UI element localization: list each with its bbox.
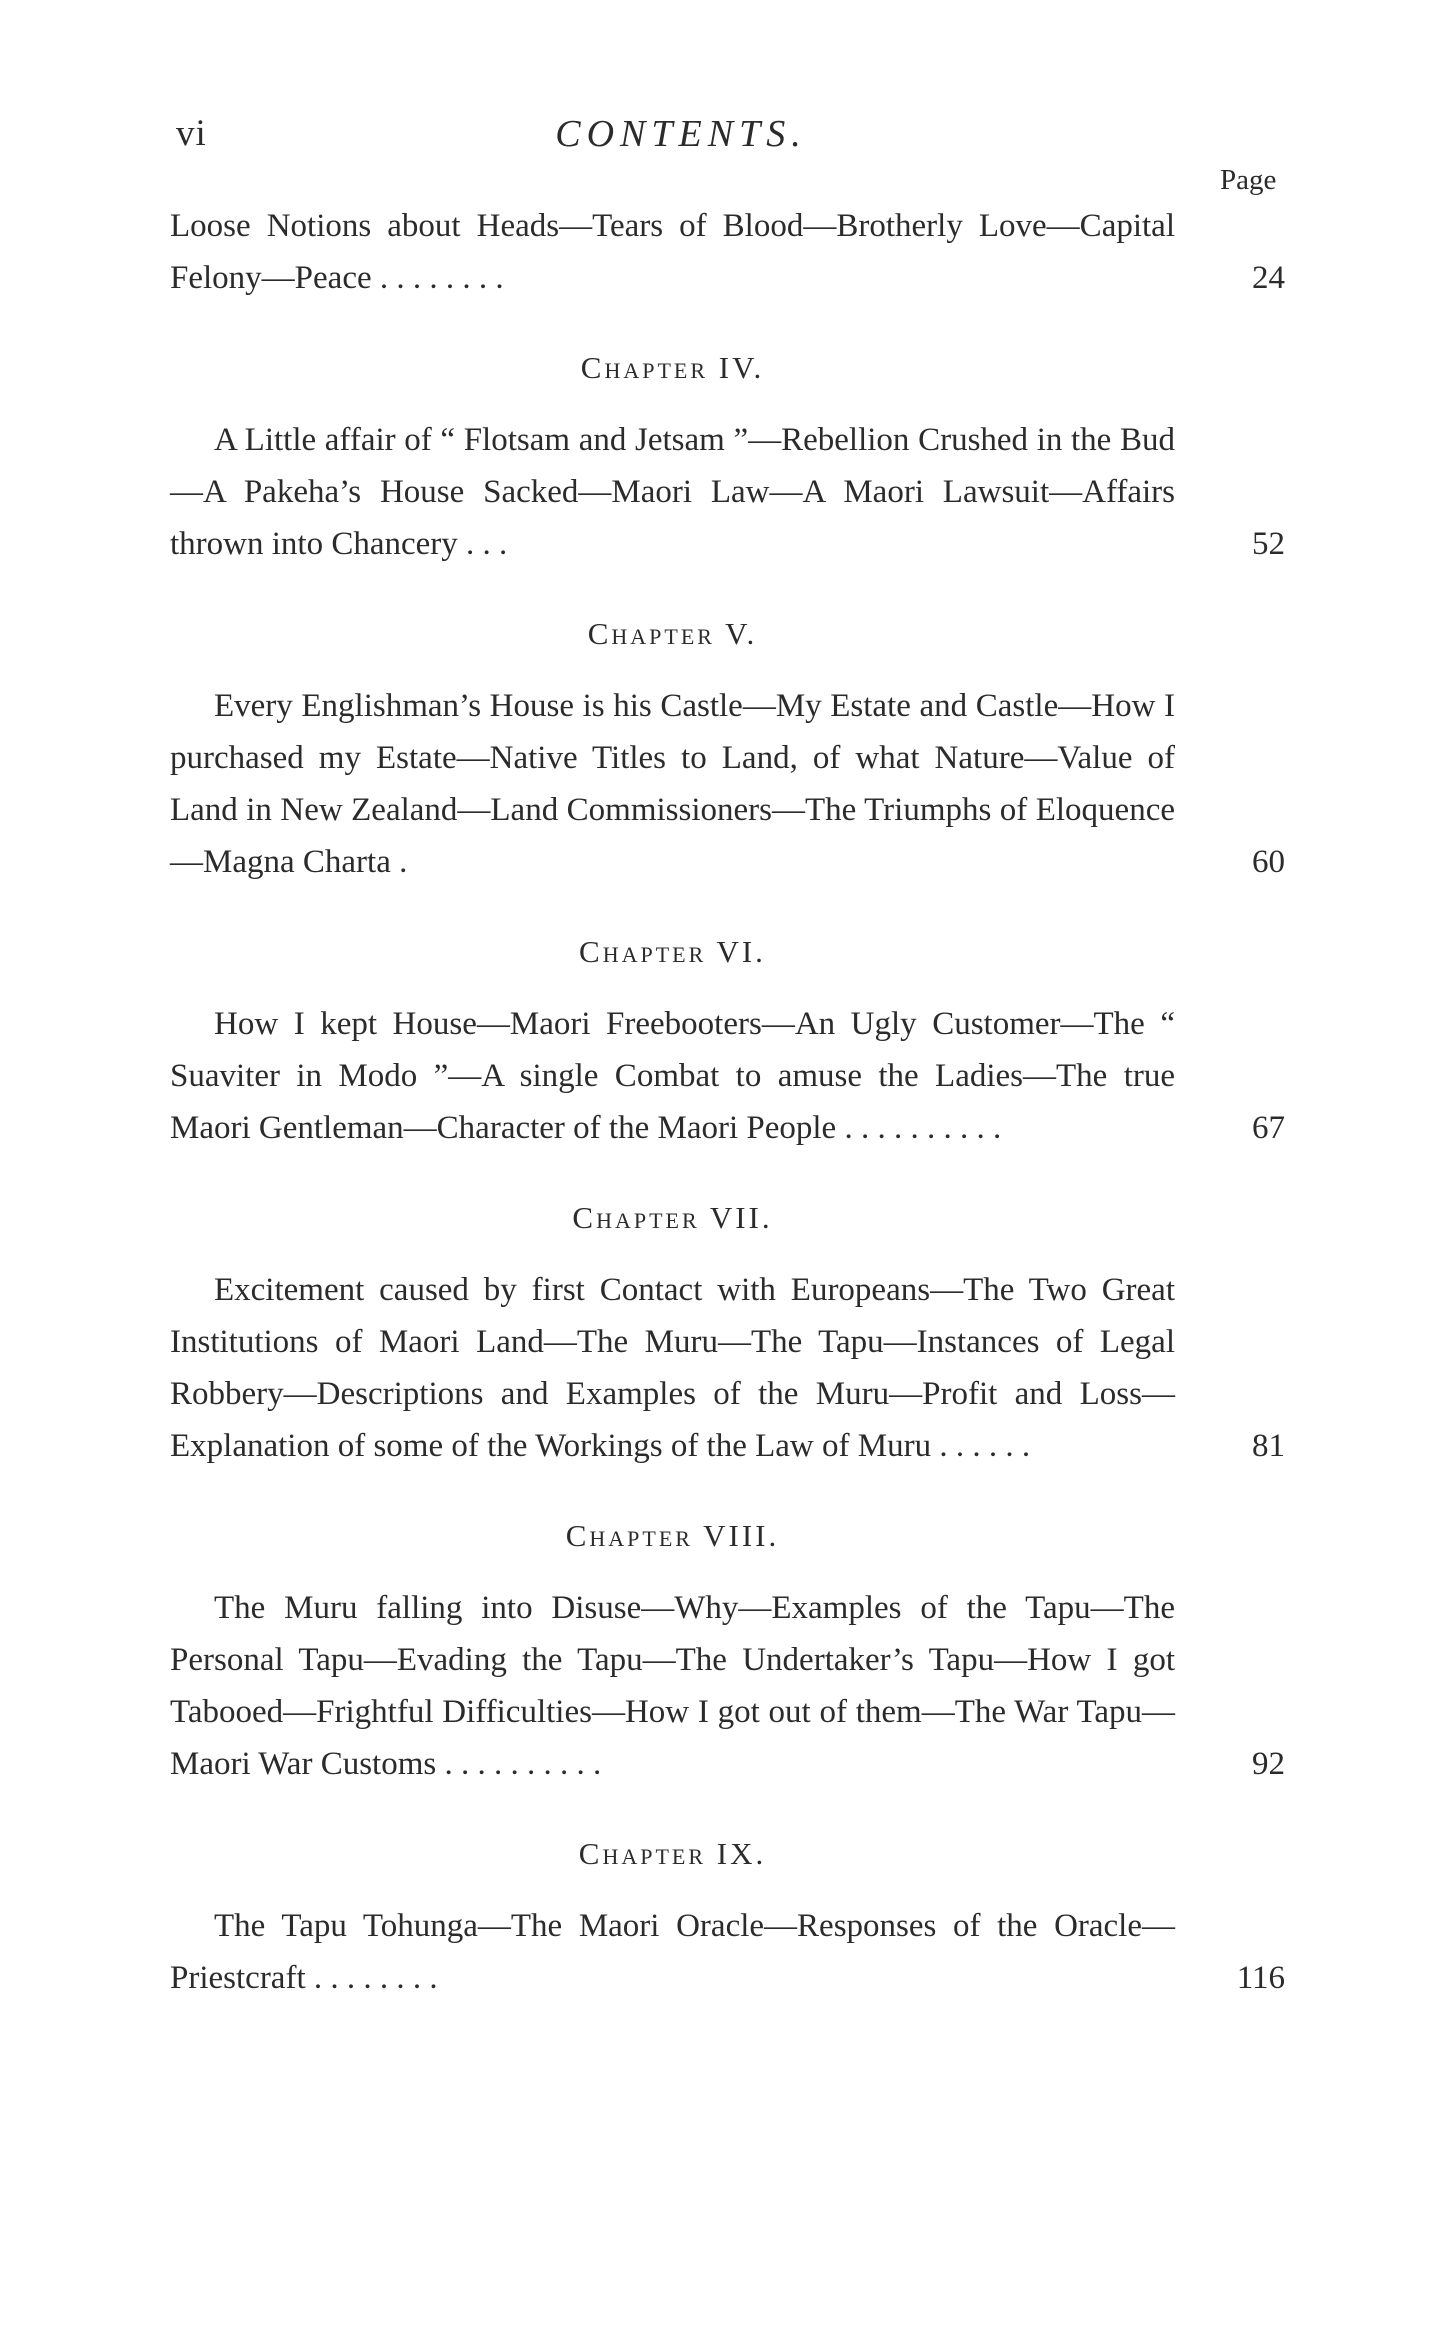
entry-page-number: 60	[1252, 844, 1285, 880]
toc-entry-chapter-viii	[170, 1582, 1285, 1790]
toc-entry-chapter-iv	[170, 414, 1285, 570]
chapter-heading-vi: Chapter VI.	[579, 934, 766, 969]
entry-text: The Muru falling into Disuse—Why—Examples of the Tapu—The Personal Tapu—Evading the Tapu—The Undertaker’s Tapu—How I got Tabooed—Frightful Difficulties—How I got out of them—The War Tapu—Maori War Customs . . . . . . . . . .	[170, 1590, 1175, 1782]
toc-entry-chapter-v	[170, 680, 1285, 888]
page-folio: vi	[176, 113, 207, 154]
chapter-heading-viii: Chapter VIII.	[565, 1518, 780, 1553]
toc-entry-chapter-vi	[170, 998, 1285, 1154]
entry-page-number: 24	[1252, 260, 1285, 296]
chapter-heading-ix: Chapter IX.	[578, 1836, 767, 1871]
entry-text: Loose Notions about Heads—Tears of Blood—Brotherly Love—Capital Felony—Peace . . . . . . . .	[170, 208, 1175, 296]
toc-entry-chapter-vii	[170, 1264, 1285, 1472]
entry-page-number: 81	[1252, 1428, 1285, 1464]
toc-entry-continued	[170, 200, 1285, 304]
entry-page-number: 92	[1252, 1746, 1285, 1782]
entry-page-number: 116	[1236, 1960, 1285, 1996]
page-column-label: Page	[1220, 164, 1277, 196]
running-title: CONTENTS.	[555, 113, 807, 155]
entry-text: A Little affair of “ Flotsam and Jetsam ”—Rebellion Crushed in the Bud—A Pakeha’s House Sacked—Maori Law—A Maori Lawsuit—Affairs thrown into Chancery . . .	[170, 422, 1175, 562]
toc-entry-chapter-ix	[170, 1900, 1285, 2004]
entry-text: How I kept House—Maori Freebooters—An Ugly Customer—The “ Suaviter in Modo ”—A single Combat to amuse the Ladies—The true Maori Gentleman—Character of the Maori People . . . . . . . . . .	[170, 1006, 1175, 1146]
entry-page-number: 52	[1252, 526, 1285, 562]
chapter-heading-vii: Chapter VII.	[572, 1200, 773, 1235]
entry-text: Every Englishman’s House is his Castle—My Estate and Castle—How I purchased my Estate—Native Titles to Land, of what Nature—Value of Land in New Zealand—Land Commissioners—The Triumphs of Eloquence—Magna Charta .	[170, 688, 1175, 880]
chapter-heading-v: Chapter V.	[587, 616, 758, 651]
running-head	[176, 112, 1186, 172]
entry-text: The Tapu Tohunga—The Maori Oracle—Responses of the Oracle—Priestcraft . . . . . . . .	[170, 1908, 1175, 1996]
entry-page-number: 67	[1252, 1110, 1285, 1146]
entry-text: Excitement caused by first Contact with Europeans—The Two Great Institutions of Maori Land—The Muru—The Tapu—Instances of Legal Robbery—Descriptions and Examples of the Muru—Profit and Loss—Explanation of some of the Workings of the Law of Muru . . . . . .	[170, 1272, 1175, 1464]
table-of-contents	[170, 200, 1285, 2004]
chapter-heading-iv: Chapter IV.	[580, 350, 765, 385]
